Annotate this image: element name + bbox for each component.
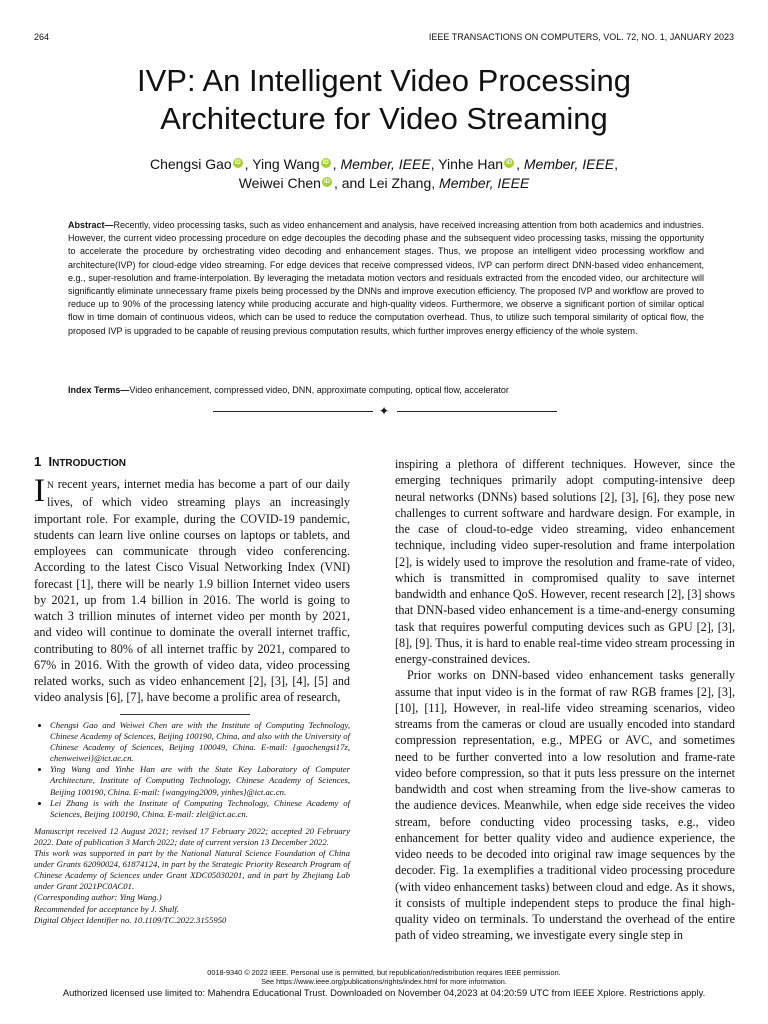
author-name: Yinhe Han: [438, 156, 504, 172]
left-column-text: recent years, internet media has become a part of our daily lives, of which video streaming plays an increasingly important role. For example, during the COVID-19 pandemic, students can learn live online courses on laptops or tablets, and employees can communicate through video conferencing. According to the latest Cisco Visual Networking Index (VNI) forecast [1], there will be nearly 1.9 billion Internet video users by 2021, up from 1.4 billion in 2016. The world is going to watch 3 trillion minutes of internet video per month by 2021, and video will continue to dominate the overall internet traffic, contributing to 80% of all internet traffic by 2021, compared to 67% in 2016. With the growth of video data, video processing related works, such as video enhancement [2], [3], [4], [5] and video analysis [6], [7], have become a prolific area of research,: [34, 477, 350, 705]
right-column-body: [395, 456, 735, 944]
author-role: Member, IEEE: [340, 156, 431, 172]
orcid-icon[interactable]: iD: [322, 160, 329, 166]
author-role: Member, IEEE: [439, 175, 530, 191]
manuscript-dates: Manuscript received 12 August 2021; revised 17 February 2022; accepted 20 February 2022. Date of publication 3 March 2022; date of current version 13 December 2022.: [34, 825, 350, 847]
affiliation-item: • Chengsi Gao and Weiwei Chen are with the Institute of Computing Technology, Chinese Academy of Sciences, Beijing 100190, China, and also with the University of Chinese Academy of Sciences, Beijing 100049, China. E-mail: {gaochengsi17z, chenweiwei}@ict.ac.cn.: [50, 720, 350, 764]
abstract-text: Recently, video processing tasks, such as video enhancement and analysis, have received increasing attention from both academics and industries. However, the current video processing procedure on edge decouples the decoding phase and the subsequent video processing tasks, missing the opportunity to accelerate the procedure by orchestrating video decoding and enhancement stages. Thus, we propose an intelligent video processing workflow and architecture(IVP) for cloud-edge video streaming. For edge devices that receive compressed videos, IVP can perform direct DNN-based video enhancement, e.g., super-resolution and frame-interpolation. By leveraging the metadata motion vectors and residuals extracted from the encoded video, our architecture will significantly eliminate unnecessary frame pixels being processed by the DNNs and improve execution efficiency. The proposed IVP and workflow are proved to reduce up to 90% of the processing latency while producing accurate and high-quality videos. Furthermore, we observe a significant portion of similar optical flow in time domain of continuous videos, which can be used to reduce the computation overhead. Thus, to utilize such temporal similarity of optical flow, the proposed IVP is upgraded to be capable of reusing previous computation results, which further improves energy efficiency of the whole system.: [68, 220, 704, 336]
section-number: 1: [34, 454, 42, 469]
paper-title: [0, 62, 768, 138]
section-heading: [34, 454, 126, 469]
paragraph: inspiring a plethora of different techniques. However, since the emerging techniques primarily adopt computing-intensive deep neural networks (DNNs) based solutions [2], [3], [6], they pose new challenges to current software and hardware design. For example, in the case of cloud-to-edge video streaming, video enhancement technique, including video super-resolution and frame interpolation [2], is widely used to improve the resolution and frame-rate of video, which is transmitted in compromised quality to save internet bandwidth and enhance QoS. However, recent research [2], [3] shows that DNN-based video enhancement is a time-and-energy consuming task that requires powerful computing devices such as GPU [2], [3], [8], [9]. Thus, it is hard to enable real-time video stream processing in energy-constrained devices.: [395, 457, 735, 666]
author-name: Chengsi Gao: [149, 156, 232, 172]
page-number: 264: [34, 32, 50, 42]
journal-header: IEEE TRANSACTIONS ON COMPUTERS, VOL. 72, NO. 1, JANUARY 2023: [428, 32, 734, 42]
divider-line: [213, 411, 373, 412]
affiliation-item: • Lei Zhang is with the Institute of Computing Technology, Chinese Academy of Sciences, Beijing 100190, China. E-mail: zlei@ict.ac.cn.: [50, 798, 350, 820]
funding-note: This work was supported in part by the National Natural Science Foundation of China under Grants 62090024, 61874124, in part by the Strategic Priority Research Program of Chinese Academy of Sciences under Grant XDC05030201, and in part by Zhejiang Lab under Grant 2021PC0AC01.: [34, 848, 350, 892]
affiliation-item: • Ying Wang and Yinhe Han are with the State Key Laboratory of Computer Architecture, Institute of Computing Technology, Chinese Academy of Sciences, Beijing 100190, China. E-mail: {wangying2009, yinhes}@ict.ac.cn.: [50, 764, 350, 797]
author-name: Lei Zhang: [368, 175, 432, 191]
authors-line-1: Chengsi Gao iD , Ying Wang iD , Member, IEEE, Yinhe Han iD , Member, IEEE,: [149, 156, 619, 172]
section-title-rest: NTRODUCTION: [52, 458, 126, 469]
doi[interactable]: Digital Object Identifier no. 10.1109/TC.2022.3155950: [34, 914, 227, 925]
orcid-icon[interactable]: iD: [323, 179, 330, 185]
section-divider: [213, 404, 557, 418]
orcid-icon[interactable]: iD: [234, 160, 241, 166]
copyright-line-2[interactable]: See https://www.ieee.org/publications/rights/index.html for more information.: [261, 977, 507, 986]
index-terms-label: Index Terms—: [68, 385, 130, 395]
small-caps-start: N: [47, 481, 54, 491]
abstract: [68, 219, 704, 338]
copyright-notice: [0, 968, 768, 986]
author-role: Member, IEEE: [523, 156, 615, 172]
corresponding-author: (Corresponding author: Ying Wang.): [34, 892, 162, 903]
copyright-line-1: 0018-9340 © 2022 IEEE. Personal use is permitted, but republication/redistribution requires IEEE permission.: [207, 968, 561, 977]
authors-line-2: Weiwei Chen iD , and Lei Zhang, Member, IEEE: [238, 175, 530, 191]
footnotes: [34, 720, 350, 926]
author-name: Ying Wang: [252, 156, 320, 172]
author-list: [0, 155, 768, 193]
title-line-1: IVP: An Intelligent Video Processing: [136, 63, 632, 98]
drop-cap: I: [34, 473, 45, 509]
orcid-icon[interactable]: iD: [506, 160, 513, 166]
recommended-by: Recommended for acceptance by J. Shalf.: [34, 903, 179, 914]
footnote-rule: [120, 714, 250, 715]
divider-line: [397, 411, 557, 412]
diamond-icon: ✦: [379, 404, 390, 418]
index-terms-text: Video enhancement, compressed video, DNN, approximate computing, optical flow, accelerator: [129, 385, 509, 395]
section-title-initial: I: [48, 454, 53, 469]
title-line-2: Architecture for Video Streaming: [160, 101, 608, 136]
affiliation-list: [34, 720, 350, 820]
paragraph: Prior works on DNN-based video enhancement tasks generally assume that input video is in the format of raw RGB frames [2], [3], [10], [11], However, in real-life video streaming scenarios, video streams from the cameras or cloud are usually encoded into standard compression representation, e.g., MPEG or AVC, and sometimes need to be further converted into a low resolution and frame-rate video before compression, so that it puts less pressure on the internet bandwidth and cost when streaming from the live-show cameras to the audience devices. Meanwhile, when edge side receives the video stream, before conducting video processing tasks, e.g., video enhancement for better quality video and audience experience, the video needs to be decoded into original raw image sequences by the decoder. Fig. 1a exemplifies a traditional video processing procedure (with video enhancement tasks) between cloud and edge. As it shows, it consists of multiple independent steps to produce the final high-quality video on terminals. To understand the overhead of the entire path of video streaming, we investigate every single step in: [395, 668, 735, 943]
abstract-label: Abstract—: [68, 220, 114, 230]
index-terms: [68, 384, 704, 396]
license-notice: Authorized licensed use limited to: Mahendra Educational Trust. Downloaded on November 04,2023 at 04:20:59 UTC from IEEE Xplore. Restrictions apply.: [62, 987, 706, 998]
author-name: Weiwei Chen: [238, 175, 321, 191]
left-column-body: [34, 473, 350, 706]
